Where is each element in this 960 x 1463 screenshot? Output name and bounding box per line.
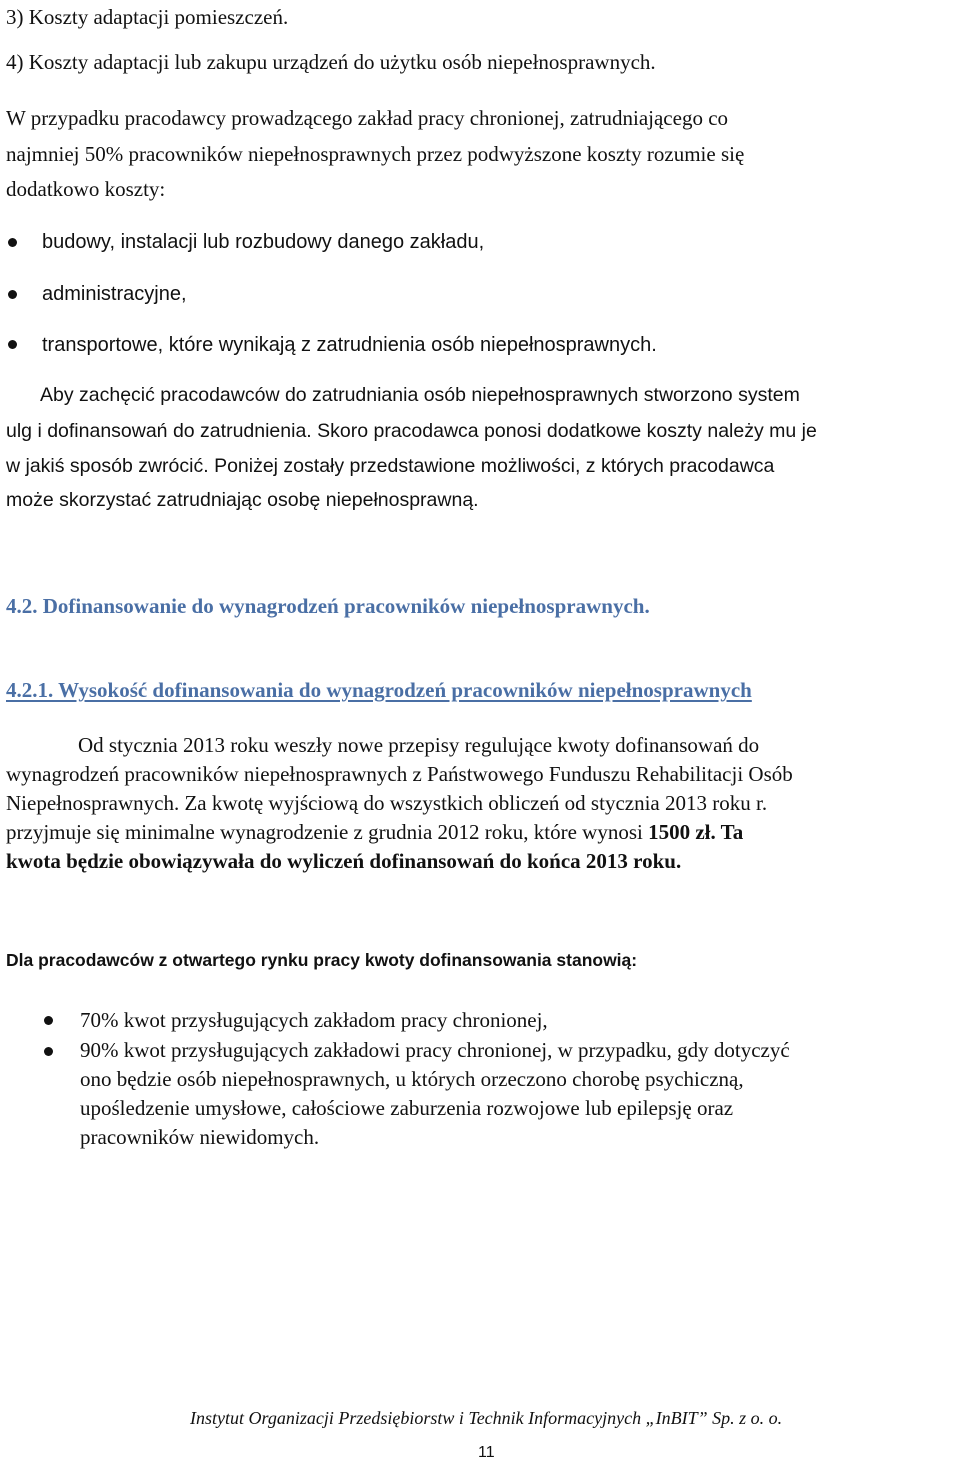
subheading-open-market: Dla pracodawców z otwartego rynku pracy kwoty dofinansowania stanowią: xyxy=(6,950,638,970)
bullet2-item-2-line-1: 90% kwot przysługujących zakładowi pracy chronionej, w przypadku, gdy dotyczyć xyxy=(80,1038,790,1062)
bullet-item-1: budowy, instalacji lub rozbudowy danego zakładu, xyxy=(42,231,485,253)
paragraph-3-line-2: wynagrodzeń pracowników niepełnosprawnych z Państwowego Funduszu Rehabilitacji Osób xyxy=(6,762,793,786)
bullet-icon xyxy=(8,290,17,299)
paragraph-1-line-1: W przypadku pracodawcy prowadzącego zakład pracy chronionej, zatrudniającego co xyxy=(6,106,729,130)
section-heading-4-2-1: 4.2.1. Wysokość dofinansowania do wynagrodzeń pracowników niepełnosprawnych xyxy=(6,678,752,702)
bullet2-item-2-line-2: ono będzie osób niepełnosprawnych, u których orzeczono chorobę psychiczną, xyxy=(80,1067,744,1091)
amount-bold: 1500 zł. Ta xyxy=(648,820,744,844)
bullet2-item-2-line-3: upośledzenie umysłowe, całościowe zaburzenia rozwojowe lub epilepsję oraz xyxy=(80,1096,734,1120)
section-heading-4-2: 4.2. Dofinansowanie do wynagrodzeń pracowników niepełnosprawnych. xyxy=(6,594,650,618)
paragraph-2-line-2: ulg i dofinansowań do zatrudnienia. Skoro pracodawca ponosi dodatkowe koszty należy mu je xyxy=(6,420,817,442)
paragraph-3-line-3: Niepełnosprawnych. Za kwotę wyjściową do wszystkich obliczeń od stycznia 2013 roku r. xyxy=(6,791,768,815)
bullet-icon xyxy=(8,238,17,247)
bullet2-item-1: 70% kwot przysługujących zakładom pracy chronionej, xyxy=(80,1008,548,1032)
paragraph-1-line-2: najmniej 50% pracowników niepełnosprawnych przez podwyższone koszty rozumie się xyxy=(6,142,745,166)
list-item-3: 3) Koszty adaptacji pomieszczeń. xyxy=(6,5,289,29)
bullet-icon xyxy=(8,340,17,349)
paragraph-2-line-4: może skorzystać zatrudniając osobę niepełnosprawną. xyxy=(6,489,479,511)
paragraph-3-line-5: kwota będzie obowiązywała do wyliczeń dofinansowań do końca 2013 roku. xyxy=(6,849,682,873)
paragraph-1-line-3: dodatkowo koszty: xyxy=(6,177,166,201)
paragraph-3-line-4: przyjmuje się minimalne wynagrodzenie z grudnia 2012 roku, które wynosi 1500 zł. Ta xyxy=(6,820,744,844)
page-footer: Instytut Organizacji Przedsiębiorstw i Technik Informacyjnych „InBIT” Sp. z o. o. xyxy=(190,1408,783,1428)
bullet-icon xyxy=(44,1047,53,1056)
paragraph-2-line-3: w jakiś sposób zwrócić. Poniżej zostały przedstawione możliwości, z których pracodawca xyxy=(6,455,775,477)
bullet2-item-2-line-4: pracowników niewidomych. xyxy=(80,1125,320,1149)
paragraph-2-line-1: Aby zachęcić pracodawców do zatrudniania osób niepełnosprawnych stworzono system xyxy=(40,384,800,406)
bullet-icon xyxy=(44,1016,53,1025)
page-number: 11 xyxy=(478,1444,495,1461)
list-item-4: 4) Koszty adaptacji lub zakupu urządzeń do użytku osób niepełnosprawnych. xyxy=(6,50,656,74)
bullet-item-2: administracyjne, xyxy=(42,283,187,305)
paragraph-3-line-1: Od stycznia 2013 roku weszły nowe przepisy regulujące kwoty dofinansowań do xyxy=(78,733,760,757)
bullet-item-3: transportowe, które wynikają z zatrudnienia osób niepełnosprawnych. xyxy=(42,334,657,356)
